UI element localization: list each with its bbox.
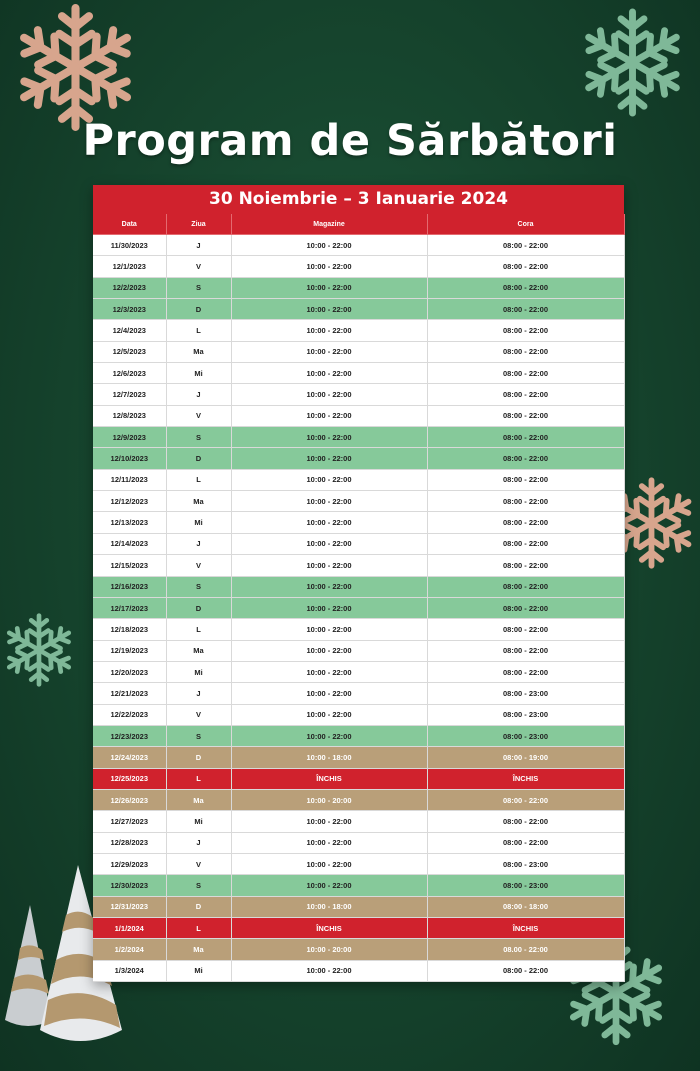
day-cell: D [166, 597, 231, 618]
table-row [93, 277, 624, 298]
table-row [93, 875, 624, 896]
day-cell: J [166, 533, 231, 554]
schedule-table-container [93, 185, 624, 982]
date-cell: 12/8/2023 [93, 405, 166, 426]
date-cell: 12/10/2023 [93, 448, 166, 469]
stores-hours-cell: 10:00 - 22:00 [231, 363, 427, 384]
day-cell: S [166, 725, 231, 746]
date-cell: 12/3/2023 [93, 299, 166, 320]
table-row [93, 405, 624, 426]
date-cell: 12/21/2023 [93, 683, 166, 704]
date-cell: 12/2/2023 [93, 277, 166, 298]
day-cell: Mi [166, 811, 231, 832]
stores-hours-cell: 10:00 - 22:00 [231, 683, 427, 704]
period-header: 30 Noiembrie – 3 Ianuarie 2024 [93, 185, 624, 214]
date-cell: 12/14/2023 [93, 533, 166, 554]
day-cell: L [166, 469, 231, 490]
cora-hours-cell: 08:00 - 22:00 [427, 235, 624, 256]
table-row [93, 235, 624, 256]
stores-hours-cell: 10:00 - 22:00 [231, 853, 427, 874]
table-row [93, 256, 624, 277]
column-header-stores: Magazine [231, 214, 427, 235]
stores-hours-cell: 10:00 - 22:00 [231, 533, 427, 554]
table-row [93, 683, 624, 704]
table-row [93, 512, 624, 533]
date-cell: 12/11/2023 [93, 469, 166, 490]
page-title: Program de Sărbători [82, 116, 618, 166]
day-cell: S [166, 427, 231, 448]
date-cell: 12/9/2023 [93, 427, 166, 448]
cora-hours-cell: 08:00 - 22:00 [427, 448, 624, 469]
date-cell: 12/13/2023 [93, 512, 166, 533]
cora-hours-cell: 08:00 - 22:00 [427, 363, 624, 384]
date-cell: 12/1/2023 [93, 256, 166, 277]
table-row [93, 832, 624, 853]
day-cell: J [166, 683, 231, 704]
date-cell: 12/16/2023 [93, 576, 166, 597]
snowflake-icon [8, 0, 143, 135]
table-header-row [93, 214, 624, 235]
stores-hours-cell: 10:00 - 22:00 [231, 960, 427, 981]
stores-hours-cell: 10:00 - 22:00 [231, 427, 427, 448]
day-cell: Ma [166, 939, 231, 960]
column-header-date: Data [93, 214, 166, 235]
stores-hours-cell: 10:00 - 22:00 [231, 576, 427, 597]
cora-hours-cell: 08:00 - 22:00 [427, 427, 624, 448]
stores-hours-cell: 10:00 - 22:00 [231, 512, 427, 533]
table-row [93, 320, 624, 341]
date-cell: 11/30/2023 [93, 235, 166, 256]
stores-hours-cell: 10:00 - 22:00 [231, 832, 427, 853]
day-cell: V [166, 704, 231, 725]
table-row [93, 725, 624, 746]
cora-hours-cell: 08:00 - 23:00 [427, 875, 624, 896]
day-cell: V [166, 853, 231, 874]
day-cell: L [166, 768, 231, 789]
date-cell: 12/27/2023 [93, 811, 166, 832]
table-row [93, 533, 624, 554]
stores-hours-cell: 10:00 - 22:00 [231, 341, 427, 362]
cora-hours-cell: 08:00 - 22:00 [427, 469, 624, 490]
date-cell: 12/15/2023 [93, 555, 166, 576]
stores-hours-cell: 10:00 - 22:00 [231, 811, 427, 832]
stores-hours-cell: ÎNCHIS [231, 918, 427, 939]
date-cell: 12/22/2023 [93, 704, 166, 725]
cora-hours-cell: 08:00 - 22:00 [427, 640, 624, 661]
stores-hours-cell: 10:00 - 20:00 [231, 939, 427, 960]
cora-hours-cell: 08:00 - 22:00 [427, 341, 624, 362]
day-cell: Mi [166, 960, 231, 981]
day-cell: Ma [166, 491, 231, 512]
day-cell: S [166, 576, 231, 597]
cora-hours-cell: 08:00 - 19:00 [427, 747, 624, 768]
table-row [93, 597, 624, 618]
day-cell: D [166, 896, 231, 917]
table-row [93, 853, 624, 874]
table-row [93, 448, 624, 469]
date-cell: 1/3/2024 [93, 960, 166, 981]
cora-hours-cell: 08:00 - 22:00 [427, 789, 624, 810]
day-cell: D [166, 747, 231, 768]
cora-hours-cell: 08:00 - 23:00 [427, 704, 624, 725]
cora-hours-cell: 08:00 - 22:00 [427, 576, 624, 597]
table-row [93, 811, 624, 832]
table-row [93, 555, 624, 576]
date-cell: 12/18/2023 [93, 619, 166, 640]
cora-hours-cell: 08:00 - 22:00 [427, 661, 624, 682]
stores-hours-cell: 10:00 - 22:00 [231, 555, 427, 576]
stores-hours-cell: 10:00 - 22:00 [231, 597, 427, 618]
date-cell: 12/26/2023 [93, 789, 166, 810]
date-cell: 12/20/2023 [93, 661, 166, 682]
cora-hours-cell: 08:00 - 22:00 [427, 491, 624, 512]
date-cell: 12/6/2023 [93, 363, 166, 384]
day-cell: Mi [166, 661, 231, 682]
table-row [93, 640, 624, 661]
date-cell: 12/12/2023 [93, 491, 166, 512]
day-cell: Ma [166, 341, 231, 362]
stores-hours-cell: 10:00 - 22:00 [231, 256, 427, 277]
table-row [93, 939, 624, 960]
day-cell: Ma [166, 789, 231, 810]
snowflake-icon [575, 5, 690, 120]
cora-hours-cell: 08:00 - 22:00 [427, 384, 624, 405]
stores-hours-cell: 10:00 - 22:00 [231, 619, 427, 640]
day-cell: Ma [166, 640, 231, 661]
date-cell: 12/7/2023 [93, 384, 166, 405]
cora-hours-cell: 08:00 - 23:00 [427, 725, 624, 746]
table-row [93, 384, 624, 405]
stores-hours-cell: 10:00 - 22:00 [231, 491, 427, 512]
table-row [93, 363, 624, 384]
day-cell: L [166, 918, 231, 939]
cora-hours-cell: 08:00 - 22:00 [427, 811, 624, 832]
stores-hours-cell: 10:00 - 22:00 [231, 384, 427, 405]
cora-hours-cell: 08:00 - 22:00 [427, 555, 624, 576]
table-row [93, 704, 624, 725]
day-cell: Mi [166, 363, 231, 384]
stores-hours-cell: 10:00 - 22:00 [231, 875, 427, 896]
table-row [93, 918, 624, 939]
date-cell: 12/25/2023 [93, 768, 166, 789]
date-cell: 12/31/2023 [93, 896, 166, 917]
stores-hours-cell: 10:00 - 22:00 [231, 277, 427, 298]
date-cell: 12/29/2023 [93, 853, 166, 874]
day-cell: V [166, 405, 231, 426]
day-cell: L [166, 619, 231, 640]
cora-hours-cell: 08:00 - 22:00 [427, 533, 624, 554]
column-header-cora: Cora [427, 214, 624, 235]
table-row [93, 427, 624, 448]
schedule-table [93, 214, 625, 982]
table-row [93, 576, 624, 597]
table-row [93, 960, 624, 981]
stores-hours-cell: 10:00 - 22:00 [231, 469, 427, 490]
day-cell: J [166, 832, 231, 853]
stores-hours-cell: 10:00 - 22:00 [231, 661, 427, 682]
table-row [93, 619, 624, 640]
stores-hours-cell: 10:00 - 22:00 [231, 405, 427, 426]
table-row [93, 469, 624, 490]
date-cell: 12/5/2023 [93, 341, 166, 362]
table-row [93, 896, 624, 917]
date-cell: 12/4/2023 [93, 320, 166, 341]
stores-hours-cell: 10:00 - 22:00 [231, 704, 427, 725]
stores-hours-cell: 10:00 - 22:00 [231, 448, 427, 469]
day-cell: J [166, 384, 231, 405]
date-cell: 12/23/2023 [93, 725, 166, 746]
stores-hours-cell: ÎNCHIS [231, 768, 427, 789]
day-cell: D [166, 448, 231, 469]
stores-hours-cell: 10:00 - 22:00 [231, 299, 427, 320]
day-cell: S [166, 875, 231, 896]
stores-hours-cell: 10:00 - 18:00 [231, 896, 427, 917]
date-cell: 12/24/2023 [93, 747, 166, 768]
cora-hours-cell: 08:00 - 22:00 [427, 299, 624, 320]
cora-hours-cell: 08:00 - 22:00 [427, 256, 624, 277]
date-cell: 12/30/2023 [93, 875, 166, 896]
cora-hours-cell: 08:00 - 22:00 [427, 597, 624, 618]
cora-hours-cell: 08:00 - 22:00 [427, 512, 624, 533]
day-cell: Mi [166, 512, 231, 533]
day-cell: V [166, 256, 231, 277]
cora-hours-cell: ÎNCHIS [427, 768, 624, 789]
table-row [93, 747, 624, 768]
snowflake-icon [0, 590, 78, 710]
cora-hours-cell: 08:00 - 18:00 [427, 896, 624, 917]
day-cell: D [166, 299, 231, 320]
cora-hours-cell: 08:00 - 22:00 [427, 619, 624, 640]
stores-hours-cell: 10:00 - 22:00 [231, 640, 427, 661]
date-cell: 12/17/2023 [93, 597, 166, 618]
date-cell: 12/19/2023 [93, 640, 166, 661]
cora-hours-cell: 08:00 - 22:00 [427, 320, 624, 341]
stores-hours-cell: 10:00 - 22:00 [231, 235, 427, 256]
table-row [93, 768, 624, 789]
table-row [93, 661, 624, 682]
date-cell: 1/1/2024 [93, 918, 166, 939]
cora-hours-cell: 08:00 - 22:00 [427, 832, 624, 853]
cora-hours-cell: ÎNCHIS [427, 918, 624, 939]
table-row [93, 341, 624, 362]
stores-hours-cell: 10:00 - 22:00 [231, 725, 427, 746]
stores-hours-cell: 10:00 - 22:00 [231, 320, 427, 341]
cora-hours-cell: 08:00 - 23:00 [427, 683, 624, 704]
stores-hours-cell: 10:00 - 18:00 [231, 747, 427, 768]
cora-hours-cell: 08:00 - 22:00 [427, 277, 624, 298]
cora-hours-cell: 08.00 - 22:00 [427, 939, 624, 960]
table-row [93, 491, 624, 512]
date-cell: 1/2/2024 [93, 939, 166, 960]
table-row [93, 299, 624, 320]
day-cell: S [166, 277, 231, 298]
table-row [93, 789, 624, 810]
cora-hours-cell: 08:00 - 22:00 [427, 405, 624, 426]
cora-hours-cell: 08:00 - 22:00 [427, 960, 624, 981]
day-cell: L [166, 320, 231, 341]
day-cell: J [166, 235, 231, 256]
cora-hours-cell: 08:00 - 23:00 [427, 853, 624, 874]
day-cell: V [166, 555, 231, 576]
column-header-day: Ziua [166, 214, 231, 235]
stores-hours-cell: 10:00 - 20:00 [231, 789, 427, 810]
date-cell: 12/28/2023 [93, 832, 166, 853]
